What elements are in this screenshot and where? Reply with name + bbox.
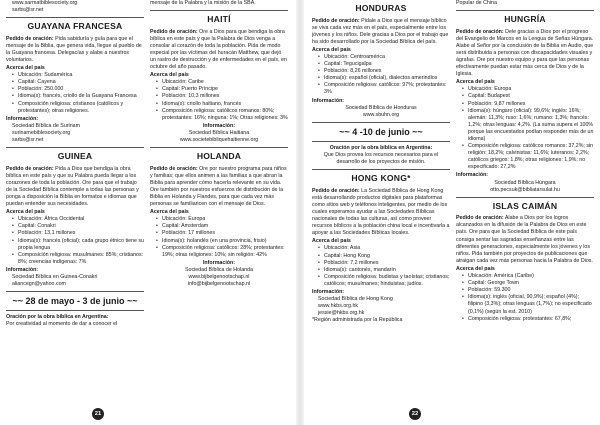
fact-item: • Composición religiosa: musulmanes: 85%; cristianos: 8%; creencias indígenas: 7%	[12, 252, 144, 266]
facts-list-caiman	[456, 273, 594, 323]
fact-item: • Ubicación: África Occidental	[12, 216, 144, 223]
facts-heading: Acerca del país	[6, 209, 45, 216]
country-title-holanda: HOLANDA	[196, 151, 242, 162]
argentina-prayer-text: Que Dios provea los recursos necesarios para el desarrollo de los proyectos de misión.	[323, 151, 439, 166]
week-dates-text: 28 de mayo - 3 de junio	[25, 296, 125, 307]
surinam-email: sarbs@sr.net	[12, 7, 44, 14]
fact-item: • Capital: Conakri	[12, 223, 144, 230]
continued-text: mensaje de la Palabra y la misión de la SBA.	[150, 0, 256, 6]
prayer-request-guayana	[6, 36, 144, 64]
fact-item: • Ubicación: América (Caribe)	[462, 273, 594, 280]
info-line: www.bijbelgenootschap.nl	[188, 274, 250, 281]
divider	[6, 291, 144, 292]
prayer-text: Ore a Dios para que bendiga la obra bíblica en este país y que la Palabra de Dios venga a consolar al corazón de toda la población. Pida de modo especial por las víctimas del huracán Matthew, que dejó un rastro de destrucción y de enfermedades en el país, en octubre del año pasado.	[150, 28, 287, 71]
info-line: Sociedad Bíblica de Hong Kong	[318, 296, 393, 303]
page-number: 22	[409, 408, 421, 420]
fact-item: • Composición religiosa: cristianos (católicos y protestantes); otras religiones.	[12, 101, 144, 115]
prayer-text: Dele gracias a Dios por el progreso del Evangelio de Marcos en la Lengua de Señas Húngara. Alabe al Señor por la conclusión de la Biblia en Audio, que será distribuida a personas con discapacidades visuales y ágrafas. Ore por nuestro equipo y para que las personas efectivamente puedan estar más cerca de Dios y de la Iglesia.	[456, 28, 594, 78]
info-line: www.societebibliquehaitienne.org	[179, 137, 259, 144]
facts-heading: Acerca del país	[312, 46, 351, 53]
info-line: Sociedad Bíblica de Honduras	[345, 104, 417, 111]
info-line: www.sbuhn.org	[362, 111, 400, 118]
week-dates: ~~ 4 -10 de junio ~~	[339, 126, 423, 137]
info-heading: Información:	[312, 288, 345, 295]
left-page-column-1	[6, 0, 144, 328]
footnote: *Región administrada por la República	[312, 317, 403, 324]
prayer-label: Pedido de oración:	[150, 28, 198, 35]
divider	[150, 147, 288, 148]
divider	[456, 10, 594, 11]
fact-item: • Capital: Hong Kong	[318, 253, 450, 260]
argentina-prayer-heading: Oración por la obra bíblica en Argentina:	[329, 144, 433, 151]
divider	[312, 169, 450, 170]
facts-list-hungria	[456, 86, 594, 171]
prayer-request-holanda	[150, 166, 288, 209]
fact-item: • Composición religiosa: católicos romanos: 80%; protestantes: 16%; ninguna: 1%; Otras religiones: 3%	[156, 108, 288, 122]
right-page-column-2	[456, 0, 594, 323]
facts-heading: Acerca del país	[150, 209, 189, 216]
left-page	[0, 0, 294, 425]
prayer-request-hungria	[456, 29, 594, 79]
info-heading: Información:	[202, 259, 236, 266]
prayer-label: Pedido de oración:	[312, 187, 360, 194]
info-line: Sociedad Bíblica Haitiana	[188, 129, 250, 136]
fact-item: • Población: 17 millones	[156, 230, 288, 237]
country-title-caiman: ISLAS CAIMÁN	[492, 200, 558, 211]
info-line: otto.pecsuk@bibliatarsulat.hu	[490, 186, 560, 193]
prayer-label: Pedido de oración:	[456, 215, 504, 222]
fact-item: • Idioma(s): cantonés, mandarín	[318, 267, 450, 274]
week-dates: ~~ 28 de mayo - 3 de junio ~~	[12, 296, 138, 307]
facts-list-holanda	[150, 216, 288, 259]
fact-item: • Idioma(s): francés, criollo de la Guayana Francesa	[12, 93, 144, 100]
facts-heading: Acerca del país	[456, 265, 495, 272]
info-line: info@bijbelgenootschap.nl	[187, 281, 251, 288]
country-title-guayana: GUAYANA FRANCESA	[27, 21, 123, 32]
facts-heading: Acerca del país	[150, 72, 189, 79]
page-number: 21	[92, 408, 104, 420]
argentina-prayer-text: Por creatividad al momento de dar a conocer el	[6, 321, 118, 328]
info-line: jessie@hkbs.org.hk	[318, 310, 365, 317]
info-line: aliancegn@yahoo.com	[12, 281, 66, 288]
fact-item: • Ubicación: Europa	[156, 216, 288, 223]
fact-item: • Población: 7,2 millones	[318, 260, 450, 267]
fact-item: • Capital: Cayena	[12, 79, 144, 86]
facts-list-guinea	[6, 216, 144, 266]
prayer-request-haiti	[150, 29, 288, 72]
info-line: Sociedad Bíblica de Surinam	[12, 122, 81, 129]
prayer-request-honduras	[312, 18, 450, 46]
fact-item: • Población: 9,87 millones	[462, 101, 594, 108]
info-line: Sociedad Bíblica en Guinea-Conakri	[12, 274, 98, 281]
prayer-label: Pedido de oración:	[150, 165, 198, 172]
prayer-request-hongkong	[312, 188, 450, 238]
prayer-label: Pedido de oración:	[6, 165, 54, 172]
info-line: www.hkbs.org.hk	[318, 303, 359, 310]
info-heading: Información:	[202, 122, 236, 129]
fact-item: • Capital: Amsterdam	[156, 223, 288, 230]
fact-item: • Capital: George Town	[462, 280, 594, 287]
prayer-label: Pedido de oración:	[6, 35, 54, 42]
fact-item: • Población: 10,3 millones	[156, 93, 288, 100]
fact-item: • Idioma(s): español (oficial), dialectos amerindios	[318, 75, 450, 82]
country-title-haiti: HAITÍ	[207, 14, 231, 25]
right-page-column-1	[312, 0, 450, 324]
divider	[456, 197, 594, 198]
divider	[312, 122, 450, 123]
info-line: surinamebiblesociety.org	[12, 129, 71, 136]
prayer-label: Pedido de oración:	[456, 28, 504, 35]
fact-item: • Ubicación: Sudamérica	[12, 72, 144, 79]
week-dates-text: 4 -10 de junio	[352, 126, 410, 137]
fact-item: • Composición religiosa: católicos: 97%; protestantes: 3%	[318, 82, 450, 96]
right-page	[306, 0, 600, 425]
facts-list-honduras	[312, 54, 450, 97]
facts-heading: Acerca del país	[456, 79, 495, 86]
fact-item: • Población: 250.000	[12, 86, 144, 93]
fact-item: • Composición religiosa: budistas y taoístas; cristianos; católicos; musulmanes; hinduistas; judíos.	[318, 274, 450, 288]
fact-item: • Idioma(s): inglés (oficial, 90,9%); español (4%); filipino (3,3%); otras lenguas (1,7%); no especificado (0,1%) (según la est. 2010)	[462, 294, 594, 315]
fact-item: • Población: 59.300	[462, 287, 594, 294]
info-heading: Información:	[6, 266, 39, 273]
divider	[6, 17, 144, 18]
info-heading: Información:	[6, 115, 39, 122]
divider	[6, 310, 144, 311]
facts-list-hongkong	[312, 245, 450, 288]
continued-text: Popular de China	[456, 0, 497, 6]
argentina-prayer-heading: Oración por la obra bíblica en Argentina:	[6, 314, 109, 321]
surinam-website: www.sarmatbiblesociety.org	[12, 0, 78, 6]
book-gutter	[296, 0, 304, 425]
fact-item: • Ubicación: Europa	[462, 86, 594, 93]
country-title-hongkong: HONG KONG*	[351, 173, 411, 184]
country-title-hungria: HUNGRÍA	[504, 14, 546, 25]
fact-item: • Población: 8,26 millones	[318, 68, 450, 75]
fact-item: • Población: 13,1 millones	[12, 230, 144, 237]
prayer-request-guinea	[6, 166, 144, 209]
prayer-text: Pidale a Dios que el mensaje bíblico se viva cada vez más en el país, especialmente entre los jóvenes y los niños. Dele gracias a Dios por el trabajo que ha sido desarrollado por la Sociedad Bíblica del país.	[312, 17, 449, 45]
facts-heading: Acerca del país	[312, 238, 351, 245]
fact-item: • Idioma(s): criollo haitiano, francés	[156, 101, 288, 108]
prayer-request-caiman	[456, 215, 594, 265]
fact-item: • Composición religiosa: católicos: 28%; protestantes: 19%; otras religiones: 10%; sin religión: 42%	[156, 245, 288, 259]
divider	[150, 10, 288, 11]
prayer-text: La Sociedad Bíblica de Hong Kong está desarrollando productos digitales para plataformas como sitios web y teléfonos inteligentes, por medio de los cuales esperamos ayudar a las Sociedades Bíblicas nacionales de todas las culturas, así como proveer recursos bíblicos a la población china local e incentivarla a apoyar a las Sociedades Bíblicas locales.	[312, 187, 450, 237]
fact-item: • Ubicación: Centroamérica	[318, 54, 450, 61]
fact-item: • Idioma(s): húngaro (oficial): 99,6%; inglés: 16%; alemán: 11,3%; ruso: 1,6%; rumano: 1,3%; francés: 1,2%; otras lenguas: 4,2%. (La suma supera el 100% porque las encuestados podían responder más de un idioma)	[462, 108, 594, 143]
prayer-text: Pida a Dios que bendiga la obra bíblica en este país y que su Palabra pueda llegar a los corazones de toda la población. Ore para que el trabajo de la Sociedad Bíblica contemple a todas las personas y ponga a disposición la Biblia en formatos e idiomas que puedan entender sus necesidades.	[6, 165, 139, 208]
left-page-column-2	[150, 0, 288, 288]
prayer-label: Pedido de oración:	[312, 17, 360, 24]
fact-item: • Idioma(s): francés (oficial); cada grupo étnico tiene su propia lengua	[12, 238, 144, 252]
fact-item: • Composición religiosa: católicos romanos: 37,2%; sin religión: 18,2%; calvinistas: 11,6%; luteranos: 2,2%; católicos griegos: 1,8%; otras religiones: 1,9%; no especificado: 27,2%	[462, 143, 594, 171]
divider	[6, 147, 144, 148]
info-line: Sociedad Bíblica Húngara	[494, 179, 556, 186]
facts-heading: Acerca del país	[6, 65, 45, 72]
info-line: sarbs@sr.net	[12, 137, 44, 144]
info-heading: Información:	[456, 172, 489, 179]
fact-item: • Idioma(s): holandés (en una provincia, frisio)	[156, 238, 288, 245]
fact-item: • Ubicación: Caribe	[156, 79, 288, 86]
fact-item: • Capital: Budapest	[462, 93, 594, 100]
facts-list-haiti	[150, 79, 288, 122]
prayer-text: Alabe a Dios por los logros alcanzados en la difusión de la Palabra de Dios en este país. Ore para que la Sociedad Bíblica de este país consiga sentar las sagradas enseñanzas entre las diferentes generaciones, especialmente los jóvenes y los niños. Pida también por proyectos de publicaciones que atraigan cada vez más personas hacia la Palabra de Dios.	[456, 215, 593, 264]
fact-item: • Composición religiosa: protestantes: 67,8%;	[462, 316, 594, 323]
prayer-text: Ore por nuestro programa para niños y familias; que ellos animen a las familias a que abran la Biblia para aprender cómo hacerla relevante en su vida. Ore también por nuestros esfuerzos de distribución de la Biblia en Holanda y Flandes, para que cada vez más personas se familiaricen con el mensaje de Dios.	[150, 165, 287, 208]
fact-item: • Ubicación: Asia	[318, 245, 450, 252]
fact-item: • Capital: Tegucigalpa	[318, 61, 450, 68]
info-line: Sociedad Bíblica de Holanda	[184, 266, 254, 273]
fact-item: • Capital: Puerto Príncipe	[156, 86, 288, 93]
prayer-text: Pida sabiduría y guía para que el mensaje de la Biblia, que genera vida, llegue al pueblo de la Guayana francesa. Delegacías y alabe a nuestros voluntarios.	[6, 35, 142, 63]
info-heading: Información:	[312, 97, 345, 104]
facts-list-guayana	[6, 72, 144, 115]
country-title-guinea: GUINEA	[57, 151, 93, 162]
country-title-honduras: HONDURAS	[355, 3, 407, 13]
divider	[312, 141, 450, 142]
